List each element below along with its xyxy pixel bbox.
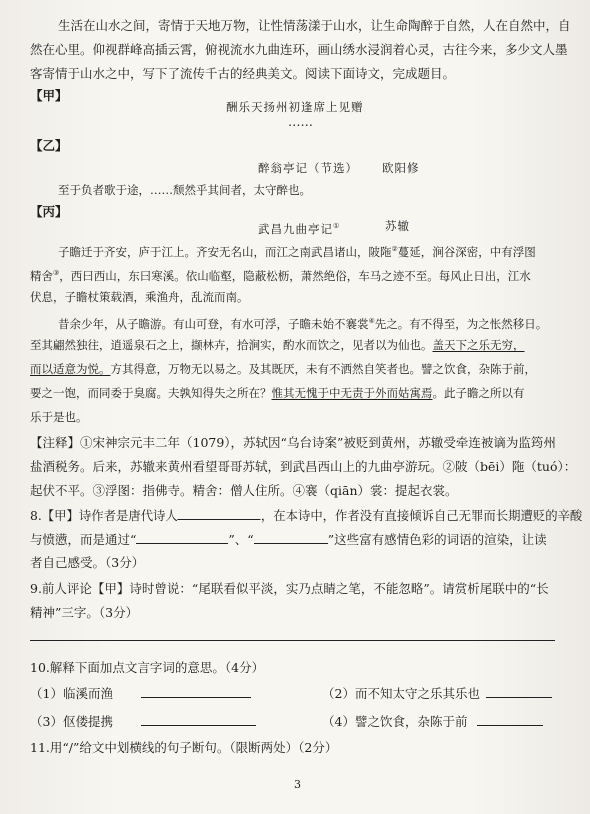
bing-p2-line-4: 要之一饱，而同委于臭腐。夫孰知得失之所在？惟其无愧于中无责于外而姑寓焉。此子瞻之所以有 — [30, 386, 525, 400]
q8-line-2: 与愤懑，而是通过“ ”、“ ”这些富有感情色彩的词语的渲染，让读 — [30, 532, 547, 547]
notes-line-3: 起伏不平。③浮图：指佛寺。精舍：僧人住所。④褰（qiān）裳：提起衣裳。 — [30, 483, 458, 498]
essay-text-yi: 至于负者歌于途，……颓然乎其间者，太守醉也。 — [58, 183, 311, 197]
q8-word-blank-1[interactable] — [136, 531, 228, 544]
underlined-sentence-1: 盖天下之乐无穷， — [432, 338, 525, 352]
q10-answer-blank-2[interactable] — [486, 685, 552, 698]
q10-title: 10.解释下面加点文言字词的意思。（4分） — [30, 660, 265, 675]
notes-line-2: 盐酒税务。后来，苏辙来黄州看望哥哥苏轼，到武昌西山上的九曲亭游玩。②陂（bēi）陁（tuó）： — [30, 459, 577, 474]
q9-answer-line[interactable] — [30, 640, 555, 641]
q9-line-1: 9.前人评论【甲】诗时曾说：“尾联看似平淡，实乃点睛之笔，不能忽略”。请赏析尾联中的“长 — [30, 581, 549, 596]
bing-p2-line-2: 至其翩然独往，逍遥泉石之上，撷林卉，拾涧实，酌水而饮之，见者以为仙也。盖天下之乐无穷， — [30, 338, 525, 352]
q10-answer-blank-1[interactable] — [141, 685, 251, 698]
q11-text: 11.用“/”给文中划横线的句子断句。（限断两处）（2分） — [30, 740, 338, 755]
footnote-mark-1: ① — [333, 222, 341, 230]
section-label-jia: 【甲】 — [30, 88, 68, 103]
section-label-yi: 【乙】 — [30, 138, 68, 153]
q8-poet-blank[interactable] — [178, 507, 261, 520]
underlined-sentence-2: 惟其无愧于中无责于外而姑寓焉 — [271, 386, 433, 400]
q9-line-2: 精神”三字。（3分） — [30, 605, 139, 620]
bing-p1-line-2: 精舍③，西曰西山，东曰寒溪。依山临壑，隐蔽松枥，萧然绝俗，车马之迹不至。每风止日出，江水 — [30, 268, 531, 283]
q10-item-3: （3）伛偻提携 — [30, 713, 256, 730]
essay-author-yi: 欧阳修 — [382, 161, 420, 175]
section-label-bing: 【丙】 — [30, 204, 68, 219]
q10-item-1: （1）临溪而渔 — [30, 685, 251, 702]
footnote-mark-4: ④ — [368, 317, 375, 325]
essay-title-yi: 醉翁亭记（节选） — [258, 161, 358, 175]
bing-p1-line-1: 子瞻迁于齐安，庐于江上。齐安无名山，而江之南武昌诸山，陂陁②蔓延，涧谷深密，中有浮图 — [58, 244, 536, 259]
bing-p1-line-3: 伏息，子瞻杖策载酒，乘渔舟，乱流而南。 — [30, 290, 249, 304]
intro-line-1: 生活在山水之间，寄情于天地万物，让性情荡漾于山水，让生命陶醉于自然，人在自然中，自 — [58, 18, 571, 33]
q10-answer-blank-4[interactable] — [477, 713, 543, 726]
q8-line-3: 者自己感受。（3分） — [30, 555, 145, 570]
poem-ellipsis: …… — [288, 114, 313, 129]
q10-answer-blank-3[interactable] — [141, 713, 256, 726]
q10-item-2: （2）而不知太守之乐其乐也 — [322, 685, 552, 702]
underlined-sentence-1b: 而以适意为悦。 — [30, 362, 111, 376]
footnote-mark-3: ③ — [53, 269, 60, 277]
q8-word-blank-2[interactable] — [254, 531, 328, 544]
poem-title-jia: 酬乐天扬州初逢席上见赠 — [226, 100, 364, 114]
footnote-mark-2: ② — [391, 245, 398, 253]
q10-item-4: （4）譬之饮食，杂陈于前 — [322, 713, 543, 730]
notes-line-1: 【注释】①宋神宗元丰二年（1079），苏轼因“乌台诗案”被贬到黄州，苏辙受牵连被谪为监筠州 — [30, 435, 556, 450]
intro-line-2: 然在心里。仰视群峰高插云霄，俯视流水九曲连环，画山绣水浸润着心灵，古往今来，多少文人墨 — [30, 42, 568, 57]
bing-p2-line-3: 而以适意为悦。方其得意，万物无以易之。及其既厌，未有不洒然自笑者也。譬之饮食，杂陈于前， — [30, 362, 536, 376]
intro-line-3: 客寄情于山水之中，写下了流传千古的经典美文。阅读下面诗文，完成题目。 — [30, 66, 456, 81]
page-number: 3 — [294, 778, 301, 791]
essay-title-bing: 武昌九曲亭记① — [258, 221, 341, 236]
q8-line-1: 8.【甲】诗作者是唐代诗人 ，在本诗中，作者没有直接倾诉自己无罪而长期遭贬的辛酸 — [30, 508, 583, 523]
essay-author-bing: 苏辙 — [385, 219, 410, 233]
bing-p2-line-1: 昔余少年，从子瞻游。有山可登，有水可浮，子瞻未始不褰裳④先之。有不得至，为之怅然移日。 — [58, 316, 548, 331]
bing-p2-line-5: 乐于是也。 — [30, 410, 88, 424]
